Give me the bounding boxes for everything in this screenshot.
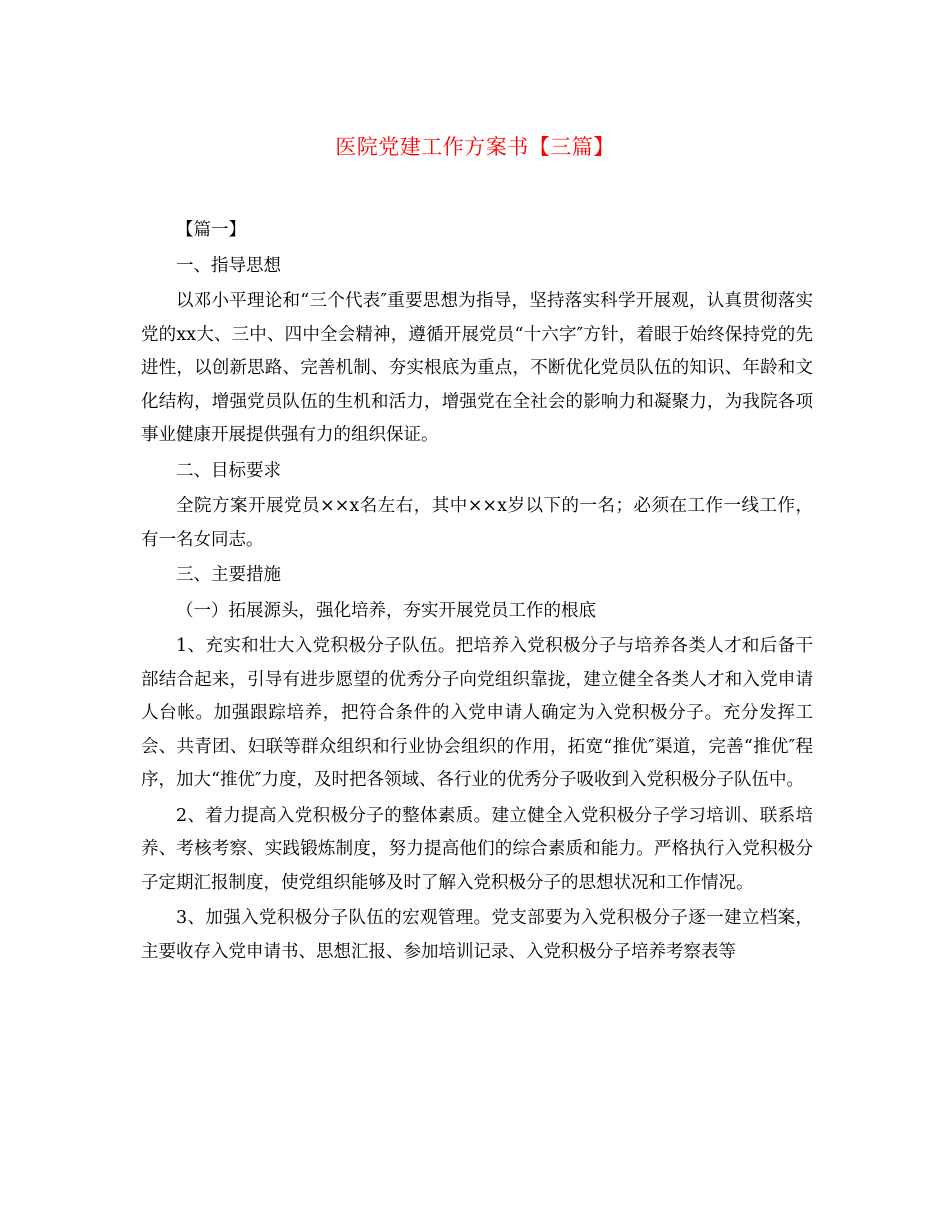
paragraph: 全院方案开展党员××x名左右，其中××x岁以下的一名；必须在工作一线工作，有一名女同志。 — [141, 496, 813, 550]
paragraph: 以邓小平理论和“三个代表″重要思想为指导，坚持落实科学开展观，认真贯彻落实党的xx大、三中、四中全会精神，遵循开展党员“十六字″方针，着眼于始终保持党的先进性，以创新思路、完善机制、夯实根底为重点，不断优化党员队伍的知识、年龄和文化结构，增强党员队伍的生机和活力，增强党在全社会的影响力和凝聚力，为我院各项事业健康开展提供强有力的组织保证。 — [141, 291, 813, 445]
paragraph: 1、充实和壮大入党积极分子队伍。把培养入党积极分子与培养各类人才和后备干部结合起来，引导有进步愿望的优秀分子向党组织靠拢，建立健全各类人才和入党申请人台帐。加强跟踪培养，把符合条件的入党申请人确定为入党积极分子。充分发挥工会、共青团、妇联等群众组织和行业协会组织的作用，拓宽“推优″渠道，完善“推优″程序，加大“推优″力度，及时把各领域、各行业的优秀分子吸收到入党积极分子队伍中。 — [141, 636, 813, 790]
paragraph: 2、着力提高入党积极分子的整体素质。建立健全入党积极分子学习培训、联系培养、考核考察、实践锻炼制度，努力提高他们的综合素质和能力。严格执行入党积极分子定期汇报制度，使党组织能够及时了解入党积极分子的思想状况和工作情况。 — [141, 805, 813, 893]
section-heading: 二、目标要求 — [176, 460, 281, 481]
document-body — [141, 214, 813, 971]
section-heading: 三、主要措施 — [176, 565, 281, 585]
subsection-heading: （一）拓展源头，强化培养，夯实开展党员工作的根底 — [176, 600, 596, 621]
section-label: 【篇一】 — [176, 220, 246, 240]
paragraph: 3、加强入党积极分子队伍的宏观管理。党支部要为入党积极分子逐一建立档案，主要收存入党申请书、思想汇报、参加培训记录、入党积极分子培养考察表等 — [141, 908, 813, 962]
document-title: 医院党建工作方案书【三篇】 — [335, 135, 615, 159]
section-heading: 一、指导思想 — [176, 255, 281, 276]
